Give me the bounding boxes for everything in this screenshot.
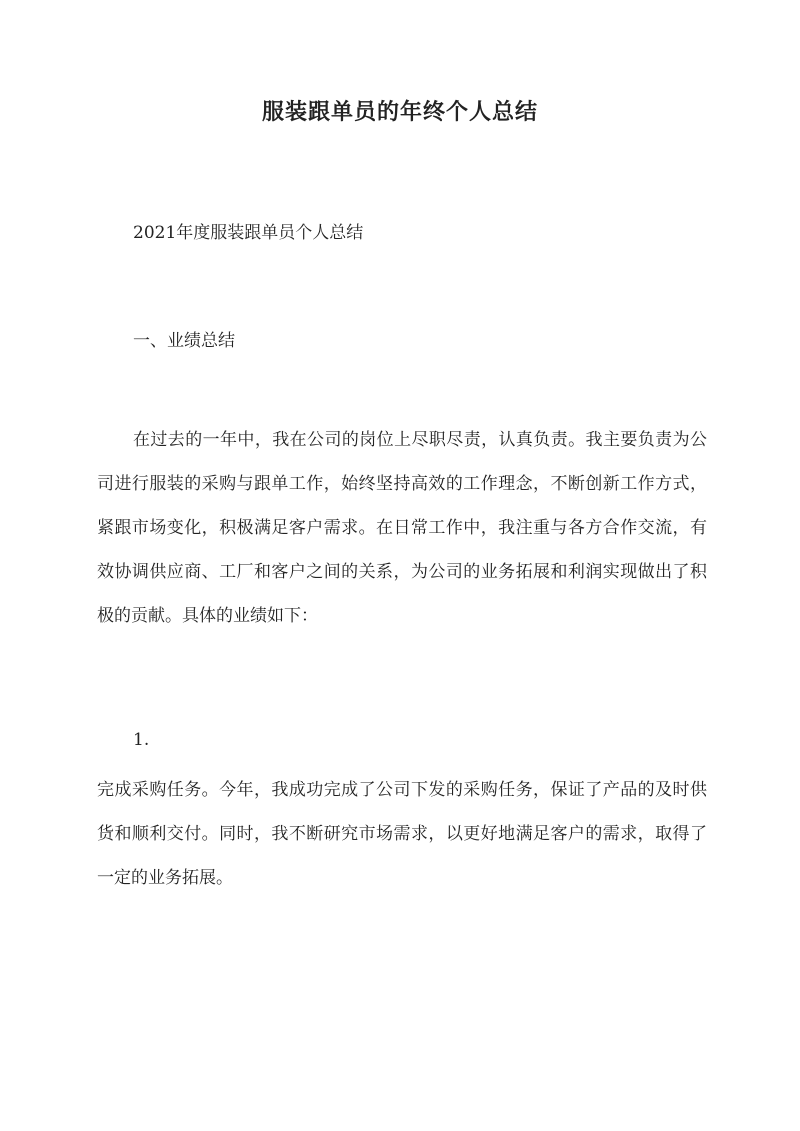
item-number: 1. bbox=[133, 730, 150, 750]
item-paragraph: 完成采购任务。今年，我成功完成了公司下发的采购任务，保证了产品的及时供货和顺利交付。同时，我不断研究市场需求，以更好地满足客户的需求，取得了一定的业务拓展。 bbox=[97, 780, 707, 888]
intro-paragraph: 在过去的一年中，我在公司的岗位上尽职尽责，认真负责。我主要负责为公司进行服装的采购与跟单工作，始终坚持高效的工作理念，不断创新工作方式，紧跟市场变化，积极满足客户需求。在日常工作中，我注重与各方合作交流，有效协调供应商、工厂和客户之间的关系，为公司的业务拓展和利润实现做出了积极的贡献。具体的业绩如下： bbox=[97, 430, 707, 626]
document-title: 服装跟单员的年终个人总结 bbox=[261, 99, 538, 125]
document-subtitle: 2021年度服装跟单员个人总结 bbox=[133, 223, 364, 243]
section-heading-performance: 一、业绩总结 bbox=[133, 331, 235, 351]
